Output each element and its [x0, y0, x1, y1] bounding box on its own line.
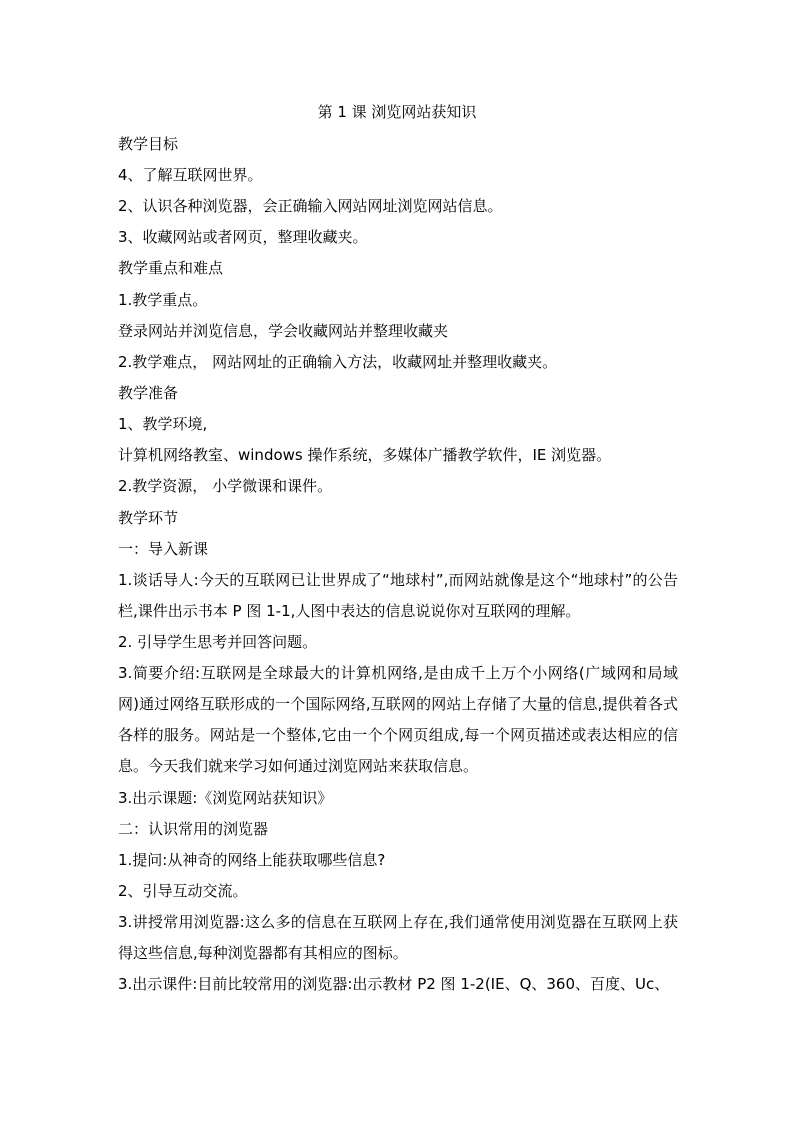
- paragraph-intro: 1.谈话导人:今天的互联网已让世界成了“地球村”,而网站就像是这个“地球村”的公告栏,课件出示书本 P 图 1-1,人图中表达的信息说说你对互联网的理解。: [118, 571, 678, 620]
- goal-item: 4、了解互联网世界。: [118, 166, 263, 184]
- text-line: 2.教学资源， 小学微课和课件。: [118, 477, 333, 495]
- text-line: 1.教学重点。: [118, 291, 208, 309]
- goal-item: 3、收藏网站或者网页，整理收藏夹。: [118, 228, 368, 246]
- text-line: 2. 引导学生思考并回答问题。: [118, 633, 318, 651]
- paragraph-internet: 3.简要介绍:互联网是全球最大的计算机网络,是由成千上万个小网络(广域网和局域网)通过网络互联形成的一个国际网络,互联网的网站上存储了大量的信息,提供着各式各样的服务。网站是一个整体,它由一个个网页组成,每一个网页描述或表达相应的信息。今天我们就来学习如何通过浏览网站来获取信息。: [118, 664, 678, 775]
- section-heading: 一：导入新课: [118, 540, 209, 558]
- text-line: 1、教学环境,: [118, 415, 208, 433]
- heading-preparation: 教学准备: [118, 384, 179, 402]
- heading-teaching-steps: 教学环节: [118, 509, 179, 527]
- heading-teaching-goals: 教学目标: [118, 135, 179, 153]
- text-line: 1.提问:从神奇的网络上能获取哪些信息?: [118, 851, 386, 869]
- text-line: 2.教学难点， 网站网址的正确输入方法，收藏网址并整理收藏夹。: [118, 353, 558, 371]
- lesson-title: 第 1 课 浏览网站获知识: [317, 103, 477, 121]
- text-line: 3.出示课件:目前比较常用的浏览器:出示教材 P2 图 1-2(IE、Q、360、百度、Uc、: [118, 975, 670, 993]
- text-line: 计算机网络教室、windows 操作系统，多媒体广播教学软件，IE 浏览器。: [118, 446, 612, 464]
- text-line: 3.出示课题:《浏览网站获知识》: [118, 789, 333, 807]
- paragraph-browsers: 3.讲授常用浏览器:这么多的信息在互联网上存在,我们通常使用浏览器在互联网上获得这些信息,每种浏览器都有其相应的图标。: [118, 913, 678, 962]
- text-line: 登录网站并浏览信息，学会收藏网站并整理收藏夹: [118, 322, 449, 340]
- text-line: 2、引导互动交流。: [118, 882, 248, 900]
- section-heading: 二：认识常用的浏览器: [118, 820, 269, 838]
- goal-item: 2、认识各种浏览器，会正确输入网站网址浏览网站信息。: [118, 197, 503, 215]
- heading-key-points: 教学重点和难点: [118, 259, 224, 277]
